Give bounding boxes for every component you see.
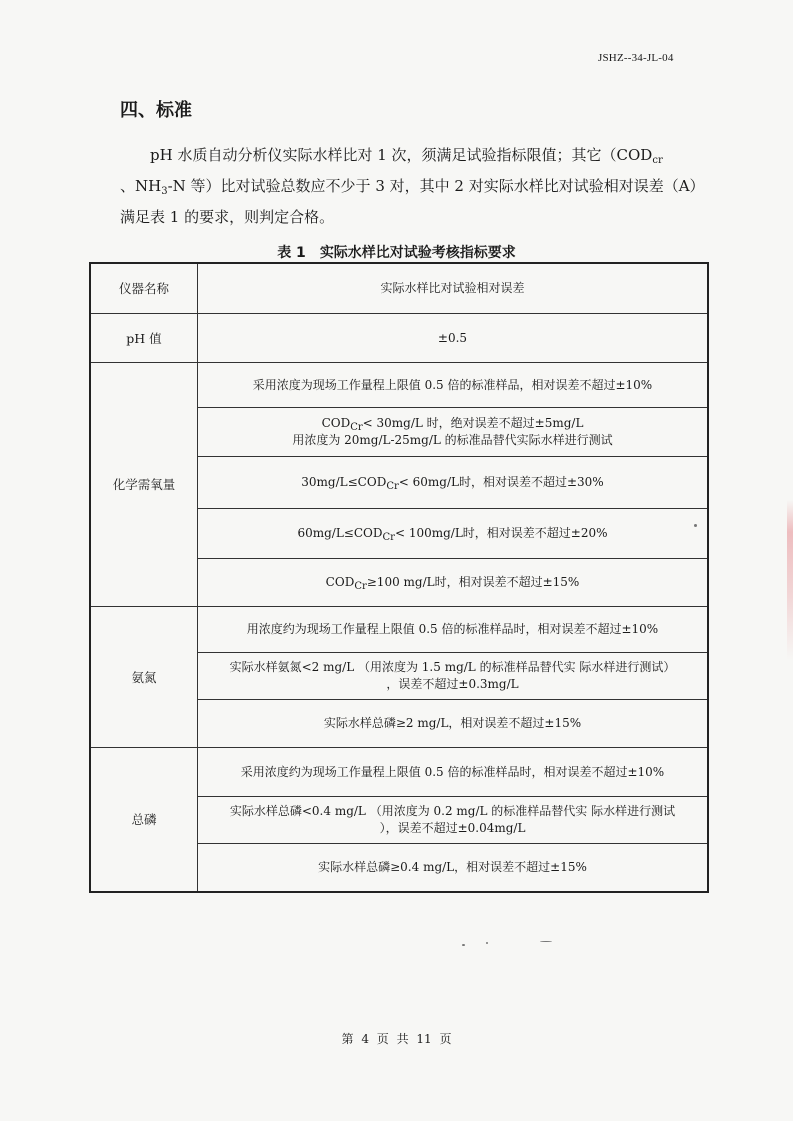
cod-criterion-3-a: 30mg/L≤COD [301,475,387,489]
paragraph-part2: 、NH [120,177,162,195]
tp-criterion-2-line2: ），误差不超过±0.04mg/L [379,821,526,835]
page-footer: 第 4 页 共 11 页 [341,1032,452,1046]
nh3-criterion-2 [198,653,709,700]
stamp-edge-mark [787,500,793,660]
nh3-criterion-3: 实际水样总磷≥2 mg/L，相对误差不超过±15% [198,700,709,748]
ph-criterion: ±0.5 [198,314,709,363]
cod-criterion-4-sub: Cr [382,532,395,543]
cod-criterion-3 [198,457,709,509]
section-heading: 四、标准 [120,100,192,121]
instrument-cod: 化学需氧量 [90,363,198,607]
table-row-nh3-1 [90,607,708,653]
cod-criterion-3-sub: Cr [386,481,399,492]
paragraph-part3: -N 等）比对试验总数应不少于 3 对，其中 2 对实际水样比对试验相对误差（A）满足表 1 的要求，则判定合格。 [120,177,698,226]
scan-speck [462,944,465,946]
header-relative-error: 实际水样比对试验相对误差 [198,263,709,314]
scan-speck [694,524,697,527]
cod-criterion-5-sub: Cr [354,581,367,592]
table-row-ph [90,314,708,363]
nh3-criterion-2-line1: 实际水样氨氮<2 mg/L （用浓度为 1.5 mg/L 的标准样品替代实 际水样进行测试） [229,660,676,674]
document-code: JSHZ--34-JL-04 [598,52,674,64]
cod-criterion-5 [198,559,709,607]
cod-criterion-2 [198,408,709,457]
tp-criterion-1: 采用浓度约为现场工作量程上限值 0.5 倍的标准样品时，相对误差不超过±10% [198,748,709,797]
tp-criterion-3: 实际水样总磷≥0.4 mg/L，相对误差不超过±15% [198,844,709,893]
table-header-row [90,263,708,314]
tp-criterion-2-line1: 实际水样总磷<0.4 mg/L （用浓度为 0.2 mg/L 的标准样品替代实 际水样进行测试 [229,804,676,818]
nh3-criterion-2-line2: ，误差不超过±0.3mg/L [386,677,519,691]
cod-criterion-2-line2: 用浓度为 20mg/L-25mg/L 的标准品替代实际水样进行测试 [292,433,613,447]
nh3-criterion-1: 用浓度约为现场工作量程上限值 0.5 倍的标准样品时，相对误差不超过±10% [198,607,709,653]
cod-criterion-1: 采用浓度为现场工作量程上限值 0.5 倍的标准样品，相对误差不超过±10% [198,363,709,408]
cod-criterion-4 [198,509,709,559]
cod-criterion-5-a: COD [325,575,355,589]
paragraph-sub2: 3 [161,186,168,197]
instrument-ammonia: 氨氮 [90,607,198,748]
cod-criterion-5-b: ≥100 mg/L时，相对误差不超过±15% [366,575,580,589]
instrument-ph: pH 值 [90,314,198,363]
cod-criterion-3-b: < 60mg/L时，相对误差不超过±30% [398,475,604,489]
cod-criterion-2-b: < 30mg/L 时，绝对误差不超过±5mg/L [362,416,584,430]
cod-criterion-4-b: < 100mg/L时，相对误差不超过±20% [394,526,608,540]
scan-speck [486,942,488,944]
tp-criterion-2 [198,797,709,844]
scan-speck [540,941,552,942]
paragraph-part1: pH 水质自动分析仪实际水样比对 1 次，须满足试验指标限值；其它（COD [150,146,653,164]
table-row-cod-1 [90,363,708,408]
paragraph-sub1: cr [652,155,663,166]
table-caption-title: 实际水样比对试验考核指标要求 [319,245,516,261]
cod-criterion-2-sub: Cr [350,422,363,433]
instrument-total-phosphorus: 总磷 [90,748,198,893]
table-caption [0,242,793,262]
table-caption-number: 表 1 [277,245,306,261]
criteria-table [89,262,709,893]
standard-paragraph [120,140,704,233]
cod-criterion-2-a: COD [321,416,351,430]
cod-criterion-4-a: 60mg/L≤COD [297,526,383,540]
header-instrument-name: 仪器名称 [90,263,198,314]
table-row-tp-1 [90,748,708,797]
